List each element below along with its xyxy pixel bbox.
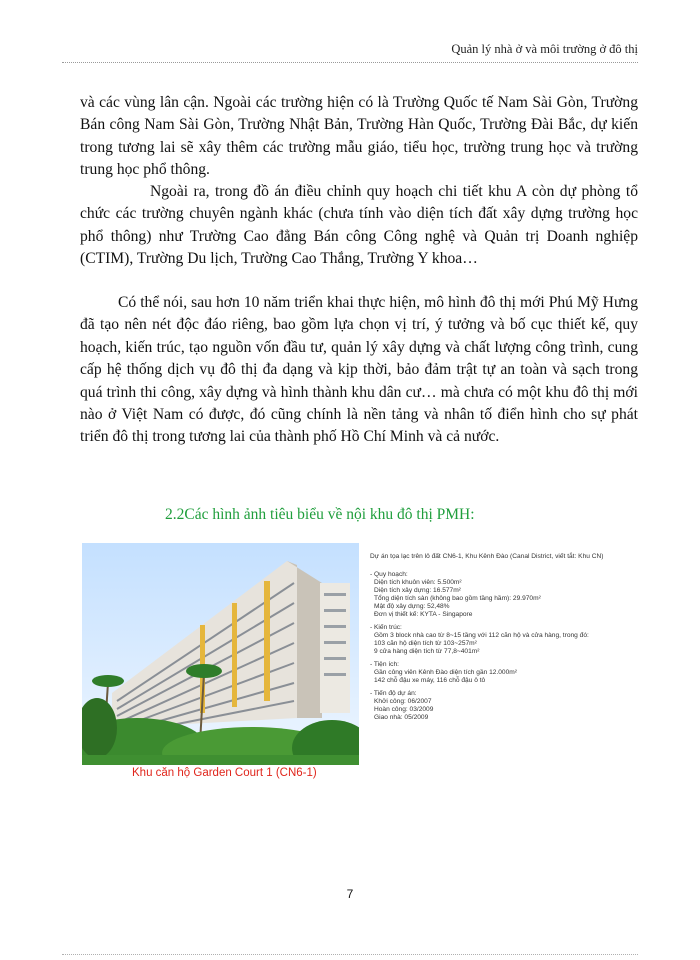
running-header: Quản lý nhà ở và môi trường ở đô thị (451, 42, 638, 56)
garden-court-photo (82, 543, 359, 765)
info-line: Khởi công: 06/2007 (374, 698, 432, 705)
info-section-schedule (370, 690, 638, 722)
info-line: Hoàn công: 03/2009 (374, 706, 434, 713)
paragraph-2: Ngoài ra, trong đồ án điều chỉnh quy hoạch chi tiết khu A còn dự phòng tổ chức các trường chuyên ngành khác (chưa tính vào diện tích đất xây dựng trường học phổ thông) như Trường Cao đẳng Bán công Công nghệ và Quản trị Doanh nghiệp (CTIM), Trường Du lịch, Trường Cao Thắng, Trường Y khoa… (80, 183, 638, 268)
info-title: Dự án tọa lạc trên lô đất CN6-1, Khu Kênh Đào (Canal District, viết tắt: Khu CN) (370, 553, 604, 560)
info-line: Diện tích xây dựng: 16.577m² (374, 587, 461, 594)
info-line: Gần công viên Kênh Đào diện tích gần 12.000m² (374, 669, 517, 676)
info-line: - Quy hoạch: (370, 571, 408, 578)
info-line: 142 chỗ đậu xe máy, 116 chỗ đậu ô tô (374, 677, 486, 684)
info-line: 9 cửa hàng diện tích từ 77,8~401m² (374, 648, 480, 655)
project-info-panel (370, 553, 638, 727)
figure-caption: Khu căn hộ Garden Court 1 (CN6-1) (132, 767, 317, 779)
info-line: - Tiện ích: (370, 661, 399, 668)
info-line: - Kiến trúc: (370, 624, 402, 631)
info-section-planning (370, 571, 638, 619)
info-line: Mật độ xây dựng: 52,48% (374, 603, 450, 610)
info-line: Đơn vị thiết kế: KYTA - Singapore (374, 611, 473, 618)
paragraph-3: Có thể nói, sau hơn 10 năm triển khai thực hiện, mô hình đô thị mới Phú Mỹ Hưng đã tạo nên nét độc đáo riêng, bao gồm lựa chọn vị trí, ý tưởng và bố cục thiết kế, quy hoạch, kiến trúc, tạo nguồn vốn đầu tư, quản lý xây dựng và chất lượng công trình, cung cấp hệ thống dịch vụ đô thị đa dạng và kịp thời, bảo đảm trật tự an toàn và sạch trong quá trình thi công, xây dựng và hình thành khu dân cư… mà chưa có một khu đô thị mới nào ở Việt Nam có được, đó cũng chính là nền tảng và nhân tố điển hình cho sự phát triển đô thị trong tương lai của thành phố Hồ Chí Minh và cả nước. (80, 294, 638, 446)
info-line: Diện tích khuôn viên: 5.500m² (374, 579, 462, 586)
section-heading: 2.2Các hình ảnh tiêu biểu về nội khu đô thị PMH: (165, 506, 475, 523)
footer-rule (62, 954, 638, 955)
info-line: Tổng diện tích sàn (không bao gồm tầng hầm): 29.970m² (374, 595, 541, 602)
info-line: 103 căn hộ diện tích từ 103~257m² (374, 640, 477, 647)
info-line: Giao nhà: 05/2009 (374, 714, 429, 721)
info-line: Gồm 3 block nhà cao từ 8~15 tầng với 112 căn hộ và cửa hàng, trong đó: (374, 632, 589, 639)
info-section-amenities (370, 661, 638, 685)
building-photo-illustration (82, 543, 359, 765)
page-number: 7 (346, 887, 354, 901)
paragraph-1: và các vùng lân cận. Ngoài các trường hiện có là Trường Quốc tế Nam Sài Gòn, Trường Bán công Nam Sài Gòn, Trường Nhật Bản, Trường Hàn Quốc, Trường Đài Bắc, dự kiến trong tương lai sẽ xây thêm các trường mẫu giáo, tiểu học, trường trung học và trường trung học phổ thông. (80, 94, 638, 179)
info-section-architecture (370, 624, 638, 656)
info-line: - Tiến độ dự án: (370, 690, 417, 697)
header-rule (62, 62, 638, 63)
